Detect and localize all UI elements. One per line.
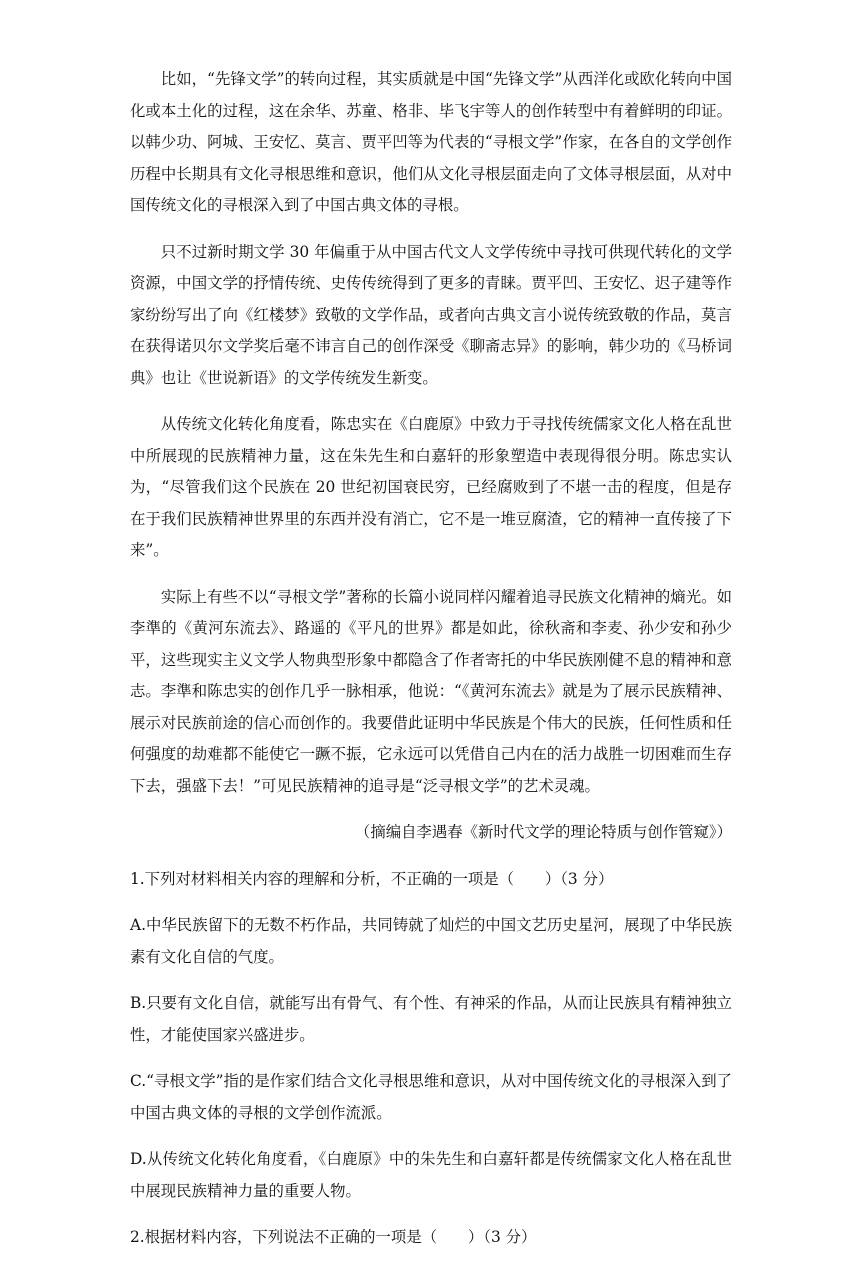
question-1-option-c: C.“寻根文学”指的是作家们结合文化寻根思维和意识，从对中国传统文化的寻根深入到了中国古典文体的寻根的文学创作流派。	[130, 1072, 732, 1122]
question-2-stem: 2.根据材料内容，下列说法不正确的一项是（ ）（3 分）	[130, 1228, 537, 1246]
paragraph-3: 从传统文化转化角度看，陈忠实在《白鹿原》中致力于寻找传统儒家文化人格在乱世中所展现的民族精神力量，这在朱先生和白嘉轩的形象塑造中表现得很分明。陈忠实认为，“尽管我们这个民族在 20 世纪初国衰民穷，已经腐败到了不堪一击的程度，但是存在于我们民族精神世界里的东西并没有消亡，它不是一堆豆腐渣，它的精神一直传接了下来”。	[130, 415, 732, 559]
question-1-stem: 1.下列对材料相关内容的理解和分析，不正确的一项是（ ）（3 分）	[130, 869, 614, 888]
paragraph-4: 实际上有些不以“寻根文学”著称的长篇小说同样闪耀着追寻民族文化精神的熵光。如李準的《黄河东流去》、路遥的《平凡的世界》都是如此，徐秋斋和李麦、孙少安和孙少平，这些现实主义文学人物典型形象中都隐含了作者寄托的中华民族刚健不息的精神和意志。李準和陈忠实的创作几乎一脉相承，他说：“《黄河东流去》就是为了展示民族精神、展示对民族前途的信心而创作的。我要借此证明中华民族是个伟大的民族，任何性质和任何强度的劫难都不能使它一蹶不振，它永远可以凭借自己内在的活力战胜一切困难而生存下去，强盛下去！”可见民族精神的追寻是“泛寻根文学”的艺术灵魂。	[130, 587, 732, 795]
question-1-option-a: A.中华民族留下的无数不朽作品，共同铸就了灿烂的中国文艺历史星河，展现了中华民族素有文化自信的气度。	[130, 916, 732, 966]
document-page	[130, 64, 732, 1269]
source-citation: （摘编自李遇春《新时代文学的理论特质与创作管窥》）	[354, 823, 732, 841]
question-1-option-b: B.只要有文化自信，就能写出有骨气、有个性、有神采的作品，从而让民族具有精神独立性，才能使国家兴盛进步。	[130, 994, 732, 1044]
paragraph-2: 只不过新时期文学 30 年偏重于从中国古代文人文学传统中寻找可供现代转化的文学资源，中国文学的抒情传统、史传传统得到了更多的青睐。贾平凹、王安忆、迟子建等作家纷纷写出了向《红楼梦》致敬的文学作品，或者向古典文言小说传统致敬的作品，莫言在获得诺贝尔文学奖后毫不讳言自己的创作深受《聊斋志异》的影响，韩少功的《马桥词典》也让《世说新语》的文学传统发生新变。	[130, 242, 732, 387]
question-1-option-d: D.从传统文化转化角度看，《白鹿原》中的朱先生和白嘉轩都是传统儒家文化人格在乱世中展现民族精神力量的重要人物。	[130, 1150, 732, 1200]
paragraph-1: 比如，“先锋文学”的转向过程，其实质就是中国“先锋文学”从西洋化或欧化转向中国化或本土化的过程，这在余华、苏童、格非、毕飞宇等人的创作转型中有着鲜明的印证。以韩少功、阿城、王安忆、莫言、贾平凹等为代表的“寻根文学”作家，在各自的文学创作历程中长期具有文化寻根思维和意识，他们从文化寻根层面走向了文体寻根层面，从对中国传统文化的寻根深入到了中国古典文体的寻根。	[130, 70, 732, 214]
